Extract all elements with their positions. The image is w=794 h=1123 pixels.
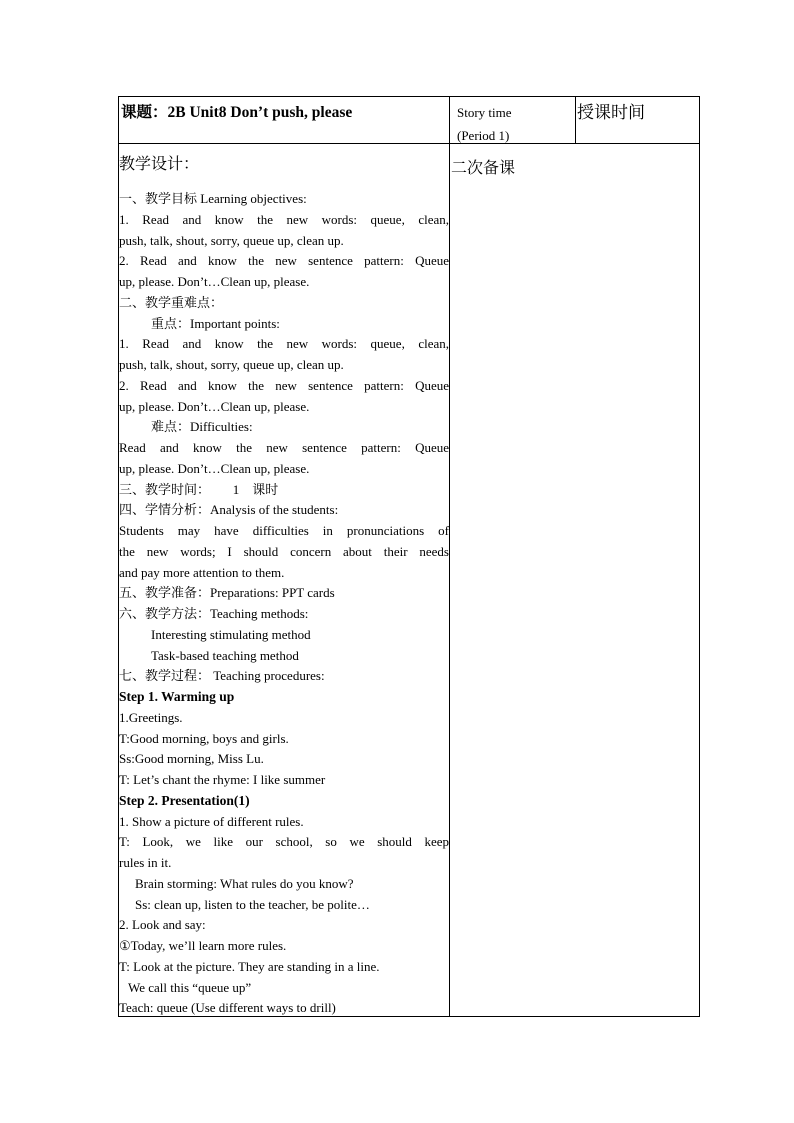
procedures-heading: 七、教学过程： Teaching procedures: [119,668,325,684]
lesson-title: 课题：2B Unit8 Don’t push, please [121,104,353,121]
objectives-heading: 一、教学目标 Learning objectives: [119,191,307,206]
key-points-label: 重点：Important points: [151,315,280,331]
key-difficult-heading: 二、教学重难点： [119,294,224,310]
procedure-line: Ss: clean up, listen to the teacher, be polite… [135,896,370,912]
difficulty-line: Read and know the new sentence pattern: Queue [119,440,449,455]
objective-line: 2. Read and know the new sentence pattern: Queue [119,253,449,269]
procedure-line: T: Look at the picture. They are standing in a line. [119,958,380,974]
procedure-line: Teach: queue (Use different ways to drill) [119,1000,336,1016]
difficulty-line: up, please. Don’t…Clean up, please. [119,460,310,476]
section-period [457,101,512,147]
second-prep-label: 二次备课 [451,158,516,177]
procedure-line: ①Today, we’ll learn more rules. [119,938,287,953]
column-divider-main [449,97,450,1016]
procedure-line: T: Let’s chant the rhyme: I like summer [119,772,326,787]
step1-heading: Step 1. Warming up [119,689,235,704]
teaching-time: 三、教学时间： 1 课时 [119,481,279,497]
objective-line: push, talk, shout, sorry, queue up, clean up. [119,232,344,248]
procedure-line: We call this “queue up” [128,979,252,995]
period-label: (Period 1) [457,128,510,143]
procedure-line: rules in it. [119,855,172,870]
preparations: 五、教学准备：Preparations: PPT cards [119,585,335,601]
teaching-design-content [119,155,449,1019]
analysis-line: the new words; I should concern about their needs [119,543,449,559]
lesson-plan-table [118,96,700,1017]
analysis-line: and pay more attention to them. [119,564,285,580]
key-point-line: 2. Read and know the new sentence pattern: Queue [119,377,449,393]
design-heading: 教学设计： [119,154,200,173]
procedure-line: 2. Look and say: [119,917,206,933]
difficulties-label: 难点：Difficulties: [151,419,253,435]
procedure-line: Brain storming: What rules do you know? [135,875,354,891]
methods-heading: 六、教学方法：Teaching methods: [119,606,309,621]
method-item: Interesting stimulating method [151,626,311,642]
analysis-line: Students may have difficulties in pronunciations of [119,523,449,538]
prep-time-label: 授课时间 [577,103,645,123]
objective-line: up, please. Don’t…Clean up, please. [119,274,310,289]
method-item: Task-based teaching method [151,647,299,663]
objective-line: 1. Read and know the new words: queue, clean, [119,211,449,227]
step2-heading: Step 2. Presentation(1) [119,792,250,808]
section-name: Story time [457,105,512,120]
header-row-divider [119,143,699,144]
key-point-line: 1. Read and know the new words: queue, clean, [119,336,449,352]
procedure-line: Ss:Good morning, Miss Lu. [119,751,264,767]
column-divider-header [575,97,576,143]
procedure-line: 1. Show a picture of different rules. [119,813,304,829]
key-point-line: push, talk, shout, sorry, queue up, clean up. [119,357,344,372]
student-analysis-heading: 四、学情分析：Analysis of the students: [119,502,339,518]
procedure-line: 1.Greetings. [119,709,183,725]
key-point-line: up, please. Don’t…Clean up, please. [119,398,310,414]
procedure-line: T: Look, we like our school, so we should keep [119,834,449,850]
procedure-line: T:Good morning, boys and girls. [119,730,289,746]
